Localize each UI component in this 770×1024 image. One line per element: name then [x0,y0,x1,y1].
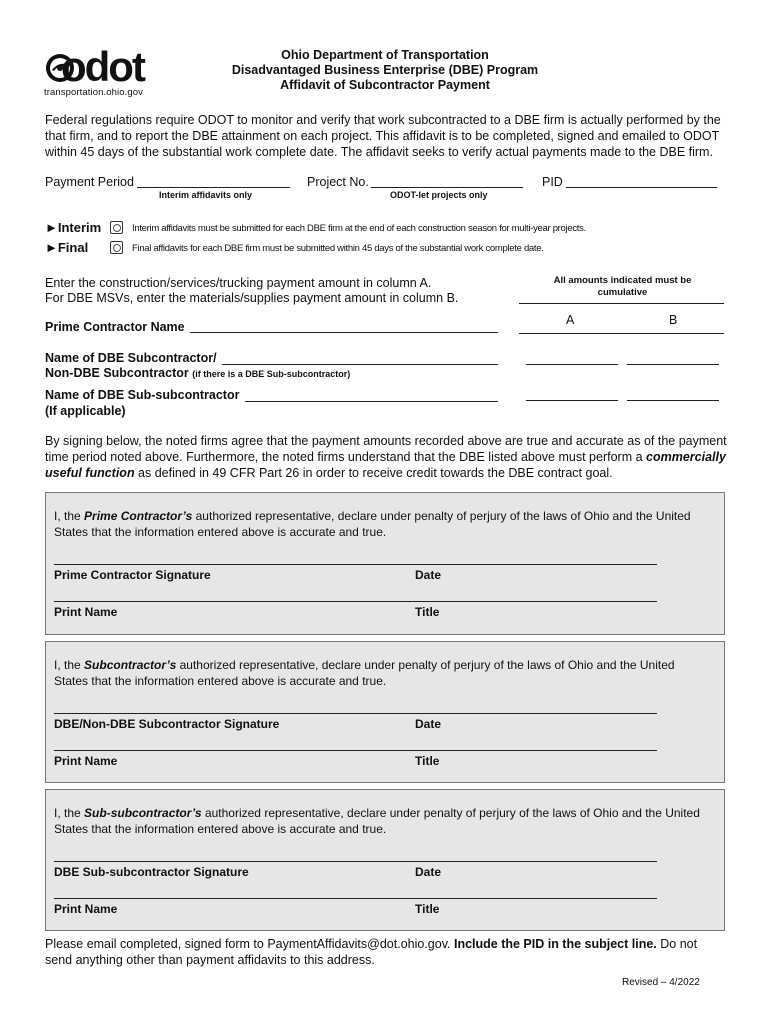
prime-printname-line[interactable] [54,601,657,602]
dbe-sub-amount-b[interactable] [627,364,719,365]
sub-signature-line[interactable] [54,713,657,714]
subsub-declaration-text: I, the Sub-subcontractor’s authorized representative, declare under penalty of perjury of the laws of Ohio and the United States that the information entered above is accurate and true. [54,806,700,836]
logo-wordmark: odot [61,44,144,90]
final-label: ►Final [45,240,89,255]
final-checkbox[interactable] [110,241,123,254]
sub-declaration-box [45,641,725,783]
agreement-emphasis: commercially useful function [45,450,726,480]
sub-printname-label: Print Name [54,754,118,768]
dbe-sub-name-input[interactable] [222,364,498,365]
header-program: Disadvantaged Business Enterprise (DBE) Program [231,63,539,77]
header-agency: Ohio Department of Transportation [281,48,489,62]
subsub-declaration-box [45,789,725,931]
sub-title-label: Title [415,754,440,768]
subsub-signature-label: DBE Sub-subcontractor Signature [54,865,249,879]
interim-checkbox[interactable] [110,221,123,234]
prime-declaration-box [45,492,725,635]
payment-period-note: Interim affidavits only [159,190,253,200]
subsub-signature-line[interactable] [54,861,657,862]
subsub-title-label: Title [415,902,440,916]
agreement-paragraph: By signing below, the noted firms agree that the payment amounts recorded above are true and accurate as of the payment time period noted above. Furthermore, the noted firms understand that the DBE listed above must perform a commercially useful function as defined in 49 CFR Part 26 in order to receive credit towards the DBE contract goal. [45,434,727,480]
cumulative-note: All amounts indicated must be cumulative [553,275,692,298]
project-no-label: Project No. [307,175,369,189]
dbe-sub-label-line1: Name of DBE Subcontractor/ [45,351,217,365]
pid-label: PID [542,175,563,189]
form-header [180,48,590,93]
dbe-sub-amount-a[interactable] [526,364,618,365]
column-b-header: B [669,313,678,327]
payment-period-input[interactable] [137,187,290,188]
sub-printname-line[interactable] [54,750,657,751]
prime-printname-label: Print Name [54,605,118,619]
dbe-sub-note: (if there is a DBE Sub-subcontractor) [192,369,351,379]
interim-label: ►Interim [45,220,102,235]
interim-note: Interim affidavits must be submitted for each DBE firm at the end of each construction season for multi-year projects. [132,223,586,234]
amounts-instruction-b: For DBE MSVs, enter the materials/supplies payment amount in column B. [45,291,459,305]
prime-contractor-input[interactable] [190,332,498,333]
project-no-note: ODOT-let projects only [390,190,488,200]
email-instructions: Please email completed, signed form to PaymentAffidavits@dot.ohio.gov. Include the PID in the subject line. Do not send anything other than payment affidavits to this address. [45,937,698,967]
columns-rule-bottom [519,333,724,334]
sub-sub-label-line2: (If applicable) [45,404,126,418]
payment-period-label: Payment Period [45,175,134,189]
subsub-printname-line[interactable] [54,898,657,899]
prime-declaration-text: I, the Prime Contractor’s authorized representative, declare under penalty of perjury of the laws of Ohio and the United States that the information entered above is accurate and true. [54,509,691,539]
logo-url: transportation.ohio.gov [44,87,143,98]
sub-sub-label-line1: Name of DBE Sub-subcontractor [45,388,240,402]
intro-paragraph: Federal regulations require ODOT to monitor and verify that work subcontracted to a DBE firm is actually performed by the that firm, and to report the DBE attainment on each project. This affidavit is to be completed, signed and emailed to ODOT within 45 days of the substantial work complete date. The affidavit seeks to verify actual payments made to the DBE firm. [45,113,721,159]
prime-contractor-label: Prime Contractor Name [45,320,185,334]
sub-date-label: Date [415,717,442,731]
sub-declaration-text: I, the Subcontractor’s authorized representative, declare under penalty of perjury of the laws of Ohio and the United States that the information entered above is accurate and true. [54,658,675,688]
sub-sub-name-input[interactable] [245,401,498,402]
sub-signature-label: DBE/Non-DBE Subcontractor Signature [54,717,280,731]
prime-signature-label: Prime Contractor Signature [54,568,211,582]
dbe-sub-label-line2: Non-DBE Subcontractor (if there is a DBE Sub-subcontractor) [45,366,351,380]
subsub-printname-label: Print Name [54,902,118,916]
pid-input[interactable] [566,187,717,188]
subsub-date-label: Date [415,865,442,879]
revision-date: Revised – 4/2022 [622,977,700,988]
header-title: Affidavit of Subcontractor Payment [280,78,490,92]
prime-date-label: Date [415,568,442,582]
amounts-instruction-a: Enter the construction/services/trucking payment amount in column A. [45,276,432,290]
prime-title-label: Title [415,605,440,619]
sub-sub-amount-a[interactable] [526,400,618,401]
sub-sub-amount-b[interactable] [627,400,719,401]
final-note: Final affidavits for each DBE firm must be submitted within 45 days of the substantial work complete date. [132,243,544,254]
prime-signature-line[interactable] [54,564,657,565]
project-no-input[interactable] [371,187,523,188]
columns-rule-top [519,303,724,304]
column-a-header: A [566,313,575,327]
